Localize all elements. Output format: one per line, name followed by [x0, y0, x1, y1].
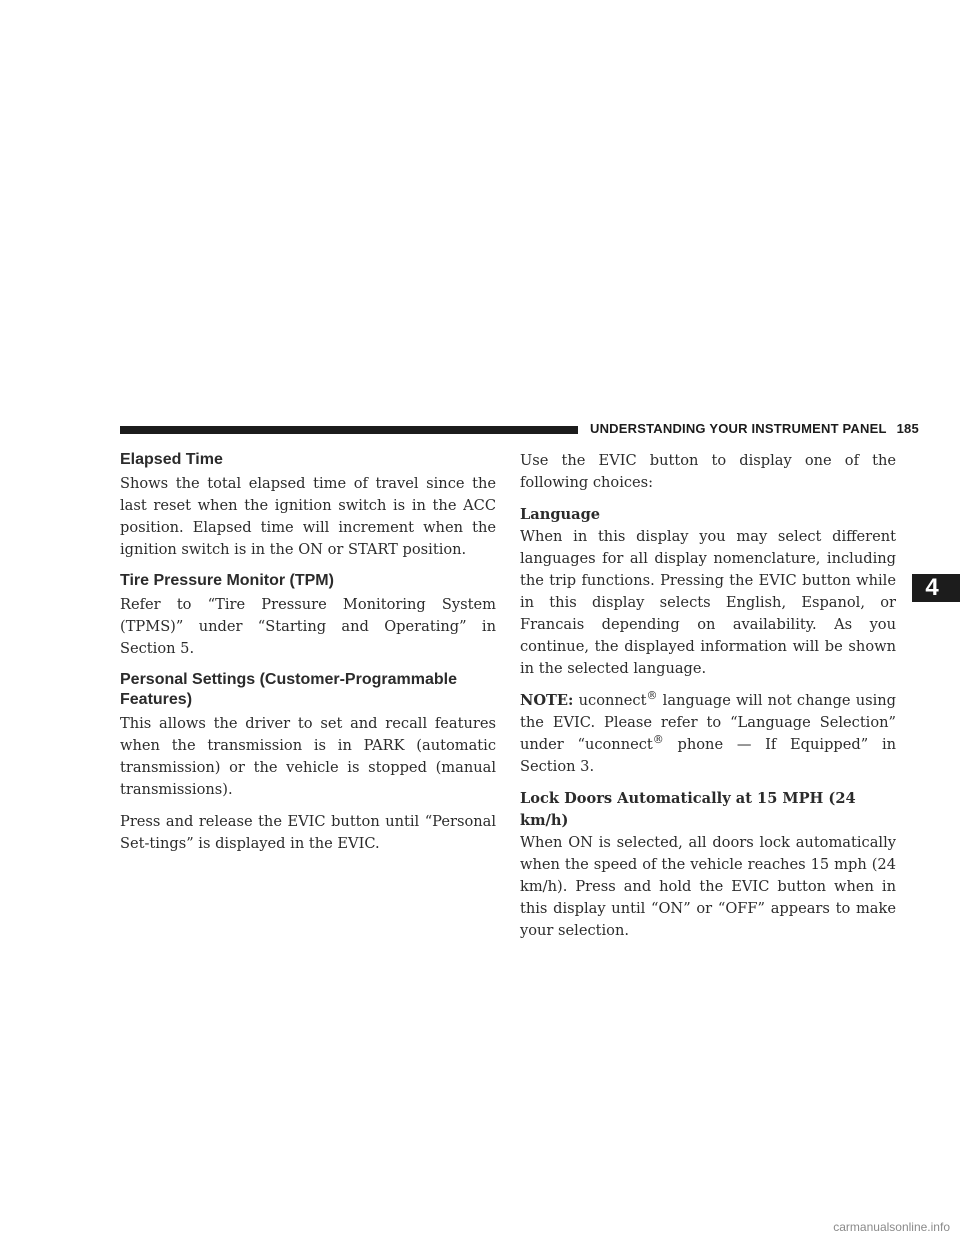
language-heading: Language	[520, 506, 601, 523]
note-brand-2: uconnect	[584, 736, 653, 753]
note-paragraph	[520, 690, 896, 778]
language-body: When in this display you may select different languages for all display nomenclature, including the trip functions. Pressing the EVIC button while in this display selects English, Espanol, or Francais depending on availability. As you continue, the displayed information will be shown in the selected language.	[520, 528, 896, 677]
chapter-tab: 4	[912, 574, 960, 602]
note-text-2: phone — If Equipped” in Section 3.	[520, 736, 897, 775]
registered-mark-2: ®	[652, 733, 664, 747]
note-text-1: language will not change using the EVIC. Please refer to “Language Selection” under “	[520, 692, 897, 753]
personal-settings-heading: Personal Settings (Customer-Programmable Features)	[120, 671, 457, 708]
lock-doors-body: When ON is selected, all doors lock automatically when the speed of the vehicle reaches 15 mph (24 km/h). Press and hold the EVIC button when in this display until “ON” or “OFF” appears to make your selection.	[520, 834, 896, 939]
registered-mark: ®	[646, 689, 658, 703]
note-brand: uconnect	[578, 692, 647, 709]
right-column	[520, 450, 896, 942]
header-rule	[120, 426, 578, 434]
left-column	[120, 450, 496, 865]
section-title: UNDERSTANDING YOUR INSTRUMENT PANEL	[590, 421, 887, 436]
lock-doors-heading: Lock Doors Automatically at 15 MPH (24 km/h)	[520, 790, 856, 829]
page-number: 185	[896, 421, 919, 436]
elapsed-time-body: Shows the total elapsed time of travel since the last reset when the ignition switch is in the ACC position. Elapsed time will increment when the ignition switch is in the ON or START position.	[120, 475, 496, 558]
tpm-heading: Tire Pressure Monitor (TPM)	[120, 572, 334, 589]
personal-settings-body-1: This allows the driver to set and recall features when the transmission is in PARK (automatic transmission) or the vehicle is stopped (manual transmissions).	[120, 715, 496, 798]
elapsed-time-heading: Elapsed Time	[120, 451, 223, 468]
evic-intro: Use the EVIC button to display one of the following choices:	[520, 452, 896, 491]
watermark: carmanualsonline.info	[833, 1220, 950, 1234]
tpm-body: Refer to “Tire Pressure Monitoring System (TPMS)” under “Starting and Operating” in Section 5.	[120, 596, 496, 657]
running-header	[590, 421, 919, 439]
personal-settings-body-2: Press and release the EVIC button until “Personal Set-tings” is displayed in the EVIC.	[120, 813, 496, 852]
note-label: NOTE:	[520, 692, 574, 709]
